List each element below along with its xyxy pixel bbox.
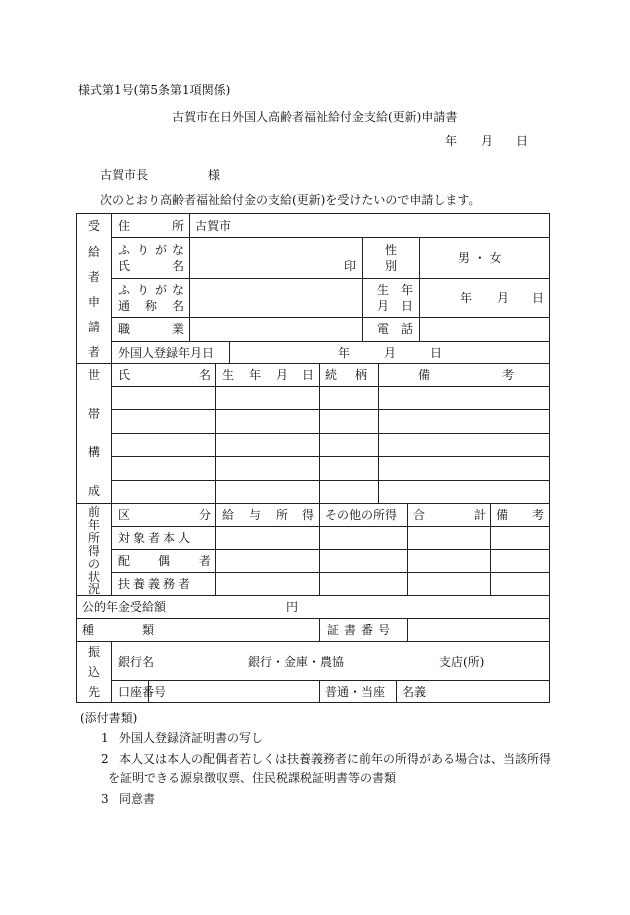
household-col-relation-1: 続: [325, 368, 338, 382]
income-col-salary-3: 所: [276, 508, 289, 522]
alias-label-1: 通: [118, 299, 131, 313]
household-side-3: 構: [88, 445, 101, 459]
household-col-birth-4: 日: [302, 368, 315, 382]
transfer-side-3: 先: [88, 685, 101, 699]
income-row-spouse-1: 配: [118, 554, 131, 568]
income-side-7: 況: [88, 582, 101, 596]
form-title: 古賀市在日外国人高齢者福祉給付金支給(更新)申請書: [172, 110, 458, 124]
sex-label-1: 性: [385, 243, 398, 257]
registration-month: 月: [384, 346, 397, 360]
attachments-heading: (添付書類): [80, 711, 138, 725]
income-col-other: その他の所得: [325, 508, 398, 522]
phone-label-1: 電: [377, 322, 390, 336]
furigana-label-1: ふ: [118, 243, 131, 257]
income-row-self: 対象者本人: [118, 531, 194, 545]
birth-label-1: 生: [377, 283, 390, 297]
pension-kind-label-2: 類: [142, 623, 155, 637]
household-side-2: 帯: [88, 407, 101, 421]
income-col-salary-1: 給: [222, 508, 235, 522]
household-col-relation-2: 柄: [355, 368, 368, 382]
addressee-suffix: 様: [208, 168, 221, 182]
date-year: 年: [445, 134, 458, 148]
addressee: 古賀市長: [100, 168, 149, 182]
address-value[interactable]: 古賀市: [195, 219, 232, 233]
birth-month: 月: [497, 291, 510, 305]
applicant-side-2: 給: [88, 245, 101, 259]
income-col-salary-2: 与: [249, 508, 262, 522]
attachment-2-cont: を証明できる源泉徴収票、住民税課税証明書等の書類: [108, 771, 397, 785]
name-label-1: 氏: [118, 259, 131, 273]
birth-day: 日: [532, 291, 545, 305]
address-label-1: 住: [118, 219, 131, 233]
account-holder-label: 名義: [402, 685, 427, 699]
attachment-1-text: 外国人登録済証明書の写し: [119, 731, 264, 745]
job-label-1: 職: [118, 322, 131, 336]
household-side-1: 世: [88, 368, 101, 382]
attachment-1-no: 1: [101, 731, 109, 745]
income-side-5: の: [88, 557, 101, 571]
income-col-remarks-1: 備: [496, 508, 509, 522]
applicant-side-3: 者: [88, 270, 101, 284]
name-label-2: 名: [172, 259, 185, 273]
form-number: 様式第1号(第5条第1項関係): [78, 83, 231, 97]
applicant-side-6: 者: [88, 345, 101, 359]
income-row-supporter: 扶養義務者: [118, 577, 194, 591]
bank-label: 銀行名: [118, 655, 155, 669]
furigana-label-2: り: [137, 243, 150, 257]
furigana2-label-1: ふ: [118, 283, 131, 297]
income-side-6: 状: [88, 570, 101, 584]
birth-label-3: 月: [377, 299, 390, 313]
income-col-salary-4: 得: [302, 508, 315, 522]
attachment-2-no: 2: [101, 752, 109, 766]
job-label-2: 業: [172, 322, 185, 336]
furigana2-label-2: り: [137, 283, 150, 297]
household-col-birth-3: 月: [276, 368, 289, 382]
household-col-name-1: 氏: [118, 368, 131, 382]
income-col-total-2: 計: [474, 508, 487, 522]
registration-year: 年: [338, 346, 351, 360]
household-col-remarks-2: 考: [502, 368, 515, 382]
income-col-remarks-2: 考: [532, 508, 545, 522]
applicant-side-5: 請: [88, 320, 101, 334]
birth-label-2: 年: [401, 283, 414, 297]
seal-mark: 印: [344, 259, 357, 273]
transfer-side-2: 込: [88, 665, 101, 679]
furigana2-label-3: が: [155, 283, 168, 297]
income-col-category-2: 分: [199, 508, 212, 522]
pension-kind-label-1: 種: [82, 623, 95, 637]
pension-unit: 円: [286, 600, 299, 614]
transfer-side-1: 振: [88, 645, 101, 659]
furigana-label-4: な: [172, 243, 185, 257]
address-label-2: 所: [172, 219, 185, 233]
income-side-4: 得: [88, 544, 101, 558]
birth-label-4: 日: [401, 299, 414, 313]
attachment-2-text: 本人又は本人の配偶者若しくは扶養義務者に前年の所得がある場合は、当該所得: [119, 752, 552, 766]
income-side-1: 前: [88, 505, 101, 519]
household-col-name-2: 名: [199, 368, 212, 382]
household-col-birth-2: 年: [249, 368, 262, 382]
account-number-label: 口座番号: [118, 685, 167, 699]
pension-label: 公的年金受給額: [82, 600, 167, 614]
household-col-remarks-1: 備: [418, 368, 431, 382]
alias-label-2: 称: [145, 299, 158, 313]
household-col-birth-1: 生: [222, 368, 235, 382]
intro-text: 次のとおり高齢者福祉給付金の支給(更新)を受けたいので申請します。: [100, 193, 481, 207]
income-col-total-1: 合: [413, 508, 426, 522]
furigana-label-3: が: [155, 243, 168, 257]
account-type[interactable]: 普通・当座: [325, 685, 386, 699]
pension-cert-label: 証書番号: [327, 623, 396, 637]
household-side-4: 成: [88, 484, 101, 498]
alias-label-3: 名: [172, 299, 185, 313]
applicant-side-1: 受: [88, 219, 101, 233]
income-row-spouse-3: 者: [199, 554, 212, 568]
registration-date-label: 外国人登録年月日: [118, 346, 215, 360]
bank-types[interactable]: 銀行・金庫・農協: [248, 655, 345, 669]
date-month: 月: [481, 134, 494, 148]
furigana2-label-4: な: [172, 283, 185, 297]
sex-label-2: 別: [385, 259, 398, 273]
income-side-2: 年: [88, 518, 101, 532]
phone-label-2: 話: [401, 322, 414, 336]
attachment-3-no: 3: [101, 792, 109, 806]
branch-label: 支店(所): [439, 655, 485, 669]
applicant-side-4: 申: [88, 295, 101, 309]
registration-day: 日: [430, 346, 443, 360]
birth-year: 年: [460, 291, 473, 305]
income-row-spouse-2: 偶: [158, 554, 171, 568]
attachment-3-text: 同意書: [119, 792, 156, 806]
income-side-3: 所: [88, 531, 101, 545]
date-day: 日: [516, 134, 529, 148]
sex-value[interactable]: 男 ・ 女: [458, 251, 502, 265]
income-col-category-1: 区: [118, 508, 131, 522]
